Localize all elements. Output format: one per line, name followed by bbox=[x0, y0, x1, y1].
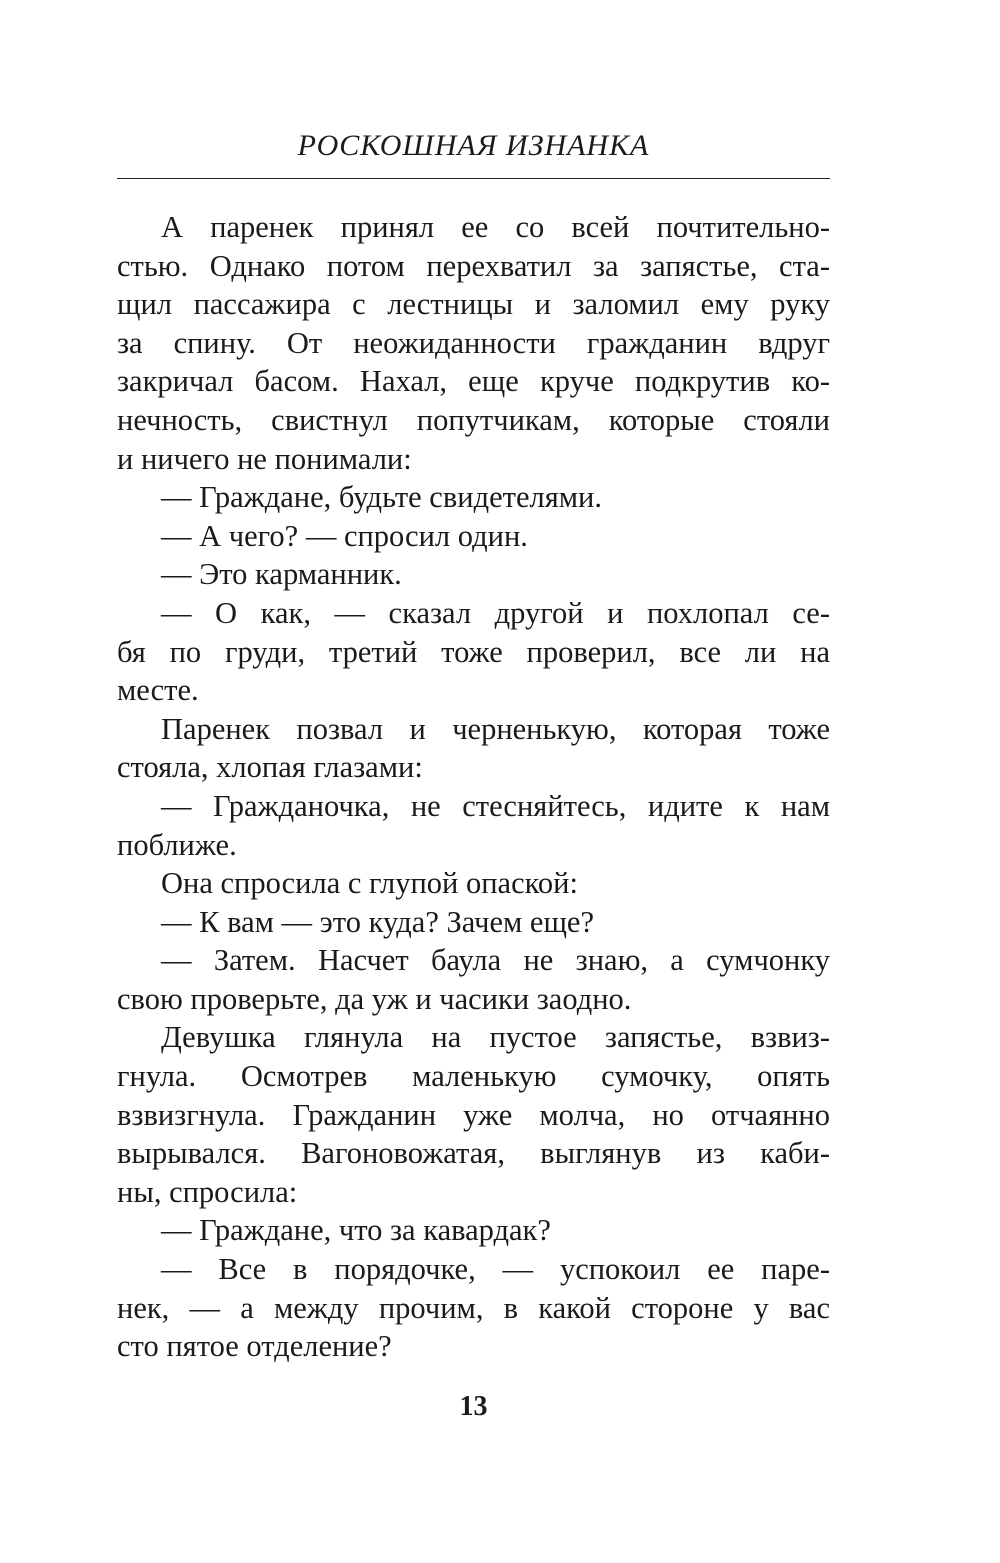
text-line: ны, спросила: bbox=[117, 1174, 298, 1209]
text-line: взвизгнула. Гражданин уже молча, но отчаянно bbox=[117, 1097, 830, 1132]
text-line: — Все в порядочке, — успокоил ее паре- bbox=[161, 1252, 830, 1287]
text-line: А паренек принял ее со всей почтительно- bbox=[161, 210, 830, 244]
text-line: — Затем. Насчет баула не знаю, а сумчонку bbox=[161, 943, 830, 978]
header-rule bbox=[117, 178, 830, 179]
text-line: нек, — а между прочим, в какой стороне у вас bbox=[117, 1290, 830, 1325]
text-line: закричал басом. Нахал, еще круче подкрутив ко- bbox=[117, 364, 830, 399]
text-line: бя по груди, третий тоже проверил, все ли на bbox=[117, 634, 830, 669]
running-title: РОСКОШНАЯ ИЗНАНКА bbox=[297, 129, 650, 162]
text-line: поближе. bbox=[117, 827, 237, 862]
text-line: сто пятое отделение? bbox=[117, 1329, 392, 1364]
text-line: вырывался. Вагоновожатая, выглянув из каби- bbox=[117, 1136, 830, 1171]
text-line: и ничего не понимали: bbox=[117, 441, 412, 476]
text-line: Она спросила с глупой опаской: bbox=[161, 866, 578, 901]
text-line: за спину. От неожиданности гражданин вдруг bbox=[117, 325, 830, 360]
text-line: — Граждане, что за кавардак? bbox=[161, 1213, 551, 1248]
text-line: — Граждане, будьте свидетелями. bbox=[161, 480, 602, 515]
page-number: 13 bbox=[459, 1391, 488, 1422]
body-text bbox=[117, 208, 830, 1366]
text-line: гнула. Осмотрев маленькую сумочку, опять bbox=[117, 1059, 830, 1094]
text-line: — К вам — это куда? Зачем еще? bbox=[161, 904, 595, 939]
text-line: — О как, — сказал другой и похлопал се- bbox=[161, 595, 830, 630]
text-line: нечность, свистнул попутчикам, которые стояли bbox=[117, 402, 830, 437]
text-line: Паренек позвал и черненькую, которая тоже bbox=[161, 711, 830, 746]
text-line: месте. bbox=[117, 673, 199, 708]
text-line: Девушка глянула на пустое запястье, взвиз- bbox=[161, 1020, 830, 1055]
text-line: — Гражданочка, не стесняйтесь, идите к нам bbox=[161, 788, 830, 823]
text-line: стью. Однако потом перехватил за запястье, ста- bbox=[117, 248, 830, 283]
text-line: свою проверьте, да уж и часики заодно. bbox=[117, 981, 632, 1016]
text-line: — Это карманник. bbox=[161, 557, 402, 592]
text-line: стояла, хлопая глазами: bbox=[117, 750, 423, 785]
text-line: — А чего? — спросил один. bbox=[161, 518, 528, 553]
text-line: щил пассажира с лестницы и заломил ему руку bbox=[117, 287, 830, 322]
